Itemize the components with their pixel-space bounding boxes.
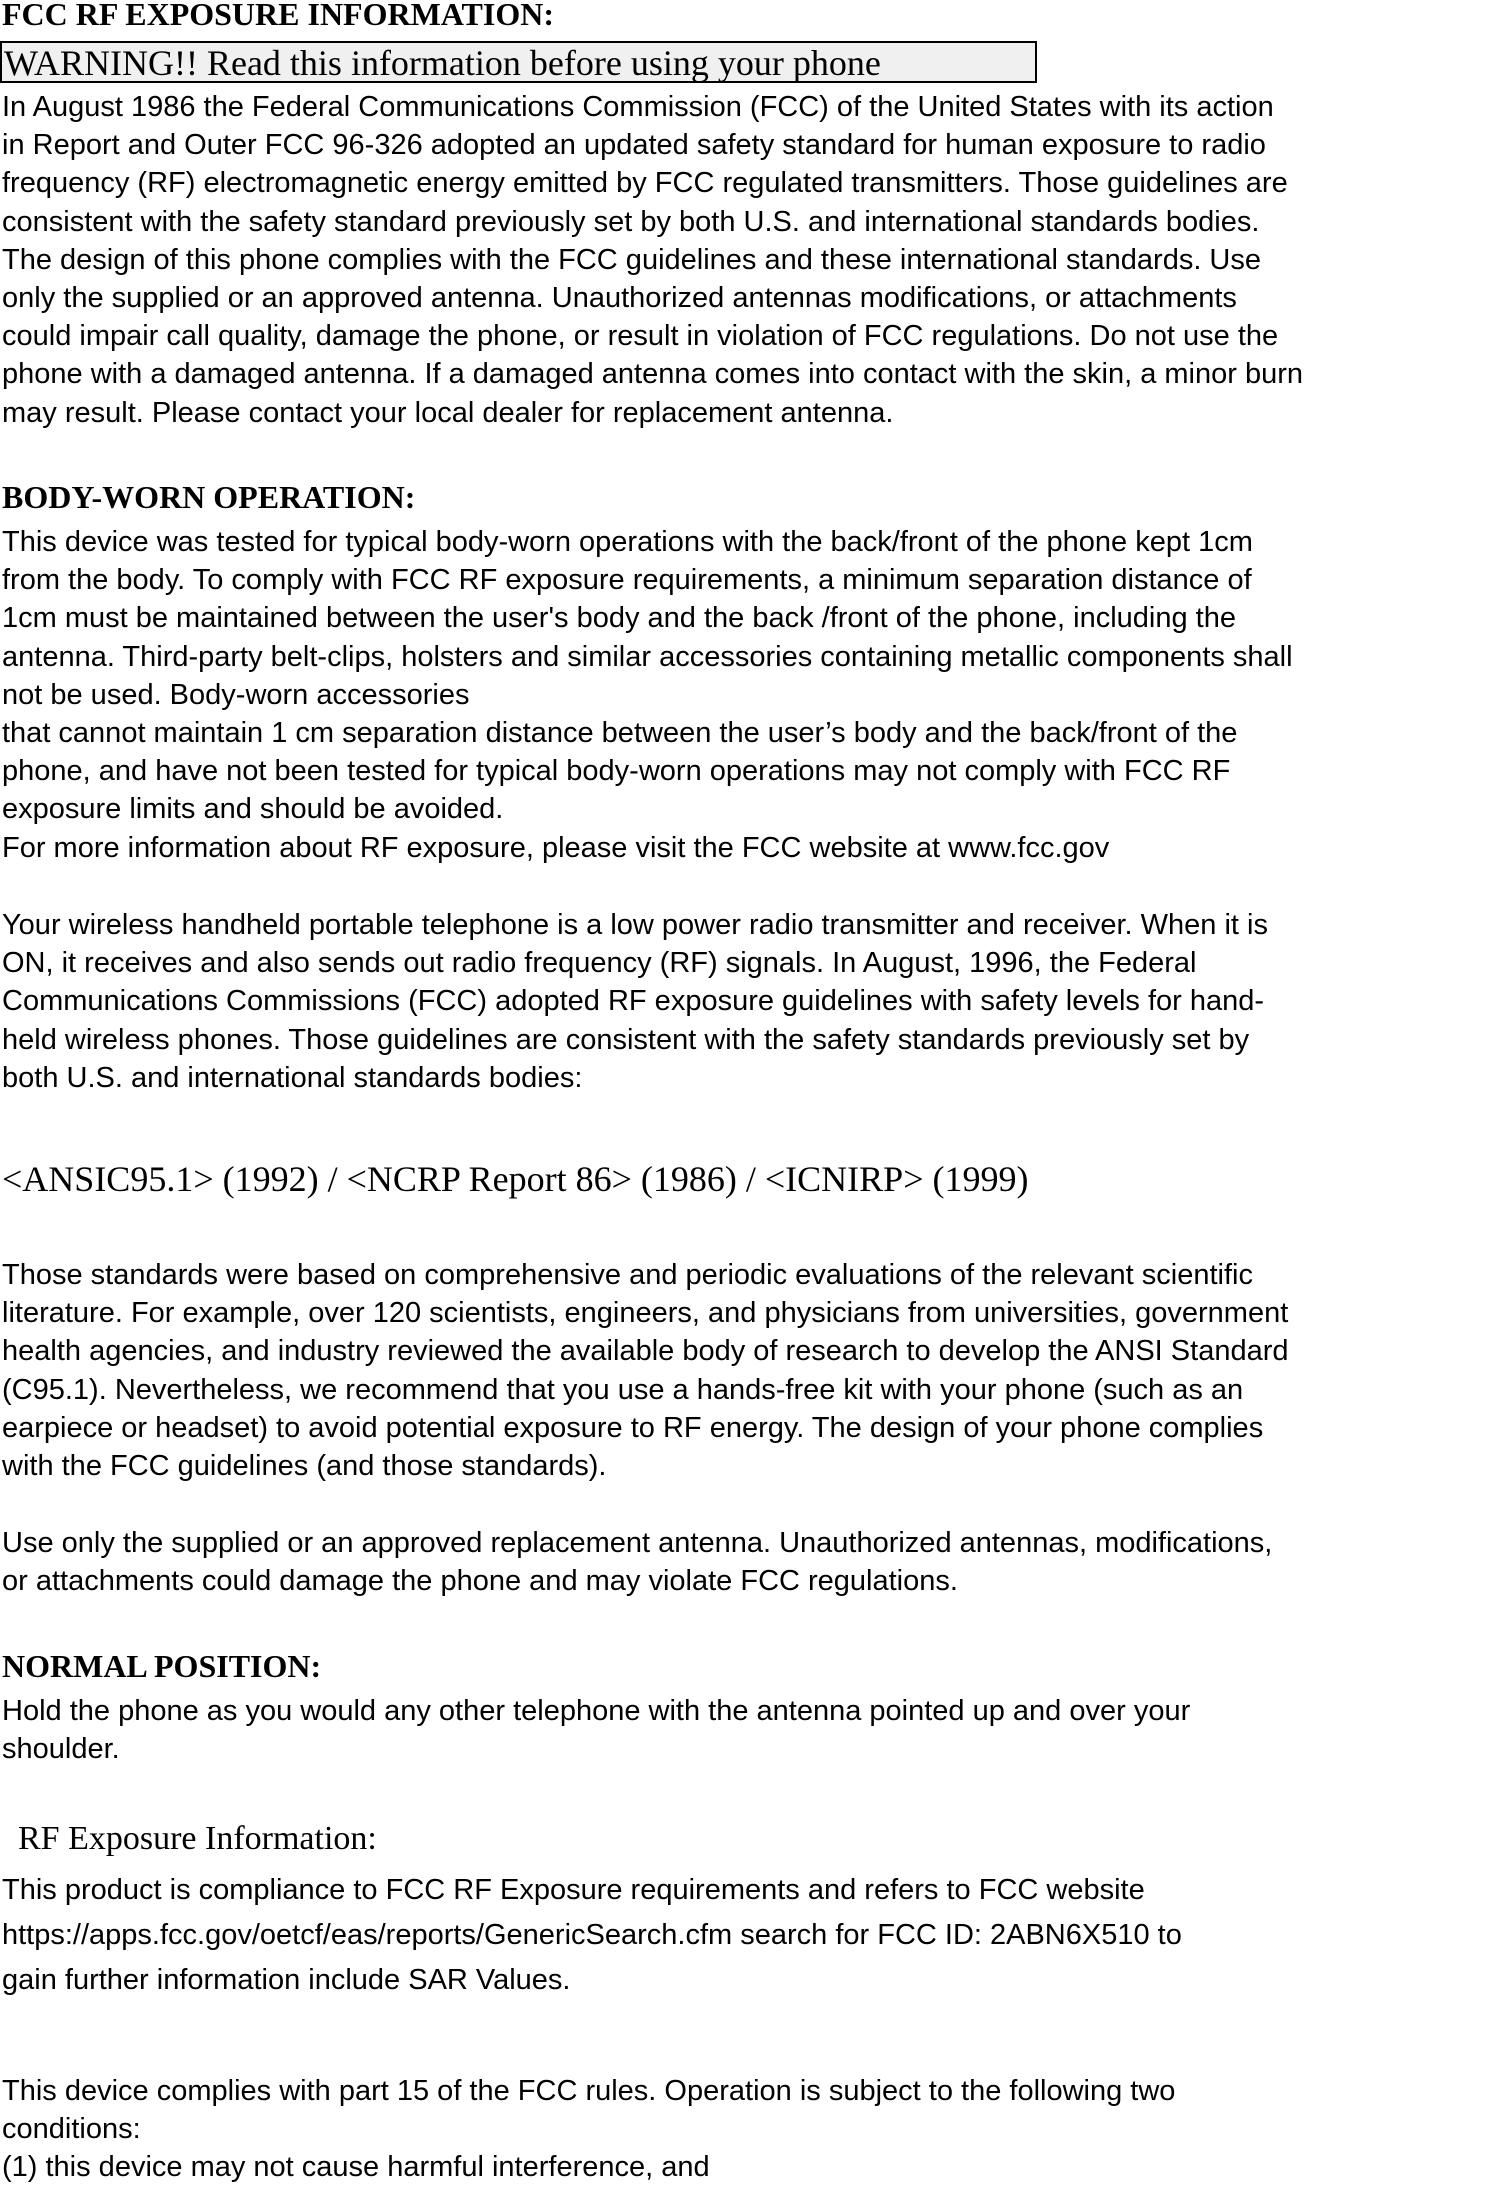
rf-exposure-paragraph — [2, 1868, 1482, 2003]
text-line: gain further information include SAR Values. — [2, 1964, 571, 1996]
text-line: earpiece or headset) to avoid potential exposure to RF energy. The design of your phone complies — [2, 1411, 1264, 1444]
text-line: only the supplied or an approved antenna. Unauthorized antennas modifications, or attachments — [2, 282, 1237, 315]
text-line: This device complies with part 15 of the FCC rules. Operation is subject to the following two — [2, 2075, 1176, 2107]
standards-line: <ANSIC95.1> (1992) / <NCRP Report 86> (1986) / <ICNIRP> (1999) — [2, 1159, 1029, 1199]
text-line: may result. Please contact your local dealer for replacement antenna. — [2, 396, 894, 429]
text-line: that cannot maintain 1 cm separation distance between the user’s body and the back/front of the — [2, 717, 1238, 750]
text-line: not be used. Body-worn accessories — [2, 678, 470, 711]
text-line: ON, it receives and also sends out radio frequency (RF) signals. In August, 1996, the Federal — [2, 947, 1197, 980]
text-line: or attachments could damage the phone and may violate FCC regulations. — [2, 1565, 958, 1598]
text-line: phone with a damaged antenna. If a damaged antenna comes into contact with the skin, a minor burn — [2, 358, 1303, 391]
text-line: Those standards were based on comprehensive and periodic evaluations of the relevant scientific — [2, 1259, 1253, 1291]
text-line: This product is compliance to FCC RF Exposure requirements and refers to FCC website — [2, 1874, 1145, 1906]
text-line: In August 1986 the Federal Communications Commission (FCC) of the United States with its action — [2, 91, 1274, 123]
heading-normal-position: NORMAL POSITION: — [2, 1648, 322, 1684]
intro-paragraph — [2, 88, 1482, 432]
text-line: in Report and Outer FCC 96-326 adopted an updated safety standard for human exposure to radio — [2, 129, 1266, 162]
text-line: with the FCC guidelines (and those standards). — [2, 1450, 607, 1483]
standards-paragraph — [2, 1256, 1482, 1485]
antenna-paragraph — [2, 1524, 1482, 1600]
heading-body-worn: BODY-WORN OPERATION: — [2, 479, 416, 515]
text-line: shoulder. — [2, 1733, 120, 1766]
text-line: both U.S. and international standards bodies: — [2, 1061, 583, 1094]
text-line: consistent with the safety standard previously set by both U.S. and international standards bodies. — [2, 205, 1260, 238]
text-line: Use only the supplied or an approved replacement antenna. Unauthorized antennas, modifications, — [2, 1527, 1273, 1559]
text-line: literature. For example, over 120 scientists, engineers, and physicians from universities, government — [2, 1297, 1289, 1330]
heading-rf-exposure-info: RF Exposure Information: — [18, 1820, 377, 1857]
text-line: This device was tested for typical body-worn operations with the back/front of the phone kept 1cm — [2, 526, 1253, 558]
part15-paragraph — [2, 2072, 1482, 2187]
text-line: antenna. Third-party belt-clips, holsters and similar accessories containing metallic components shall — [2, 640, 1293, 673]
warning-box: WARNING!! Read this information before using your phone — [0, 41, 1037, 83]
text-line: 1cm must be maintained between the user's body and the back /front of the phone, including the — [2, 602, 1236, 635]
text-line: health agencies, and industry reviewed the available body of research to develop the ANSI Standard — [2, 1335, 1289, 1368]
text-line: Communications Commissions (FCC) adopted RF exposure guidelines with safety levels for hand- — [2, 985, 1265, 1018]
text-line: conditions: — [2, 2113, 141, 2146]
text-line: from the body. To comply with FCC RF exposure requirements, a minimum separation distance of — [2, 564, 1252, 597]
normal-position-paragraph — [2, 1692, 1482, 1768]
text-line: held wireless phones. Those guidelines are consistent with the safety standards previously set by — [2, 1023, 1250, 1056]
body-worn-paragraph — [2, 523, 1482, 867]
wireless-paragraph — [2, 906, 1482, 1097]
text-line: Your wireless handheld portable telephone is a low power radio transmitter and receiver. When it is — [2, 909, 1268, 941]
text-line: exposure limits and should be avoided. — [2, 793, 504, 826]
text-line: phone, and have not been tested for typical body-worn operations may not comply with FCC RF — [2, 755, 1231, 788]
text-line: frequency (RF) electromagnetic energy emitted by FCC regulated transmitters. Those guidelines are — [2, 167, 1288, 200]
fcc-search-url: https://apps.fcc.gov/oetcf/eas/reports/GenericSearch.cfm search for FCC ID: 2ABN6X510 to — [2, 1919, 1182, 1951]
text-line: Hold the phone as you would any other telephone with the antenna pointed up and over your — [2, 1695, 1191, 1727]
text-line: (1) this device may not cause harmful interference, and — [2, 2151, 710, 2184]
heading-fcc-rf-exposure: FCC RF EXPOSURE INFORMATION: — [2, 0, 554, 32]
text-line: For more information about RF exposure, please visit the FCC website at www.fcc.gov — [2, 831, 1110, 864]
text-line: The design of this phone complies with the FCC guidelines and these international standards. Use — [2, 243, 1262, 276]
text-line: could impair call quality, damage the phone, or result in violation of FCC regulations. Do not use the — [2, 320, 1279, 353]
text-line: (C95.1). Nevertheless, we recommend that you use a hands-free kit with your phone (such as an — [2, 1373, 1244, 1406]
